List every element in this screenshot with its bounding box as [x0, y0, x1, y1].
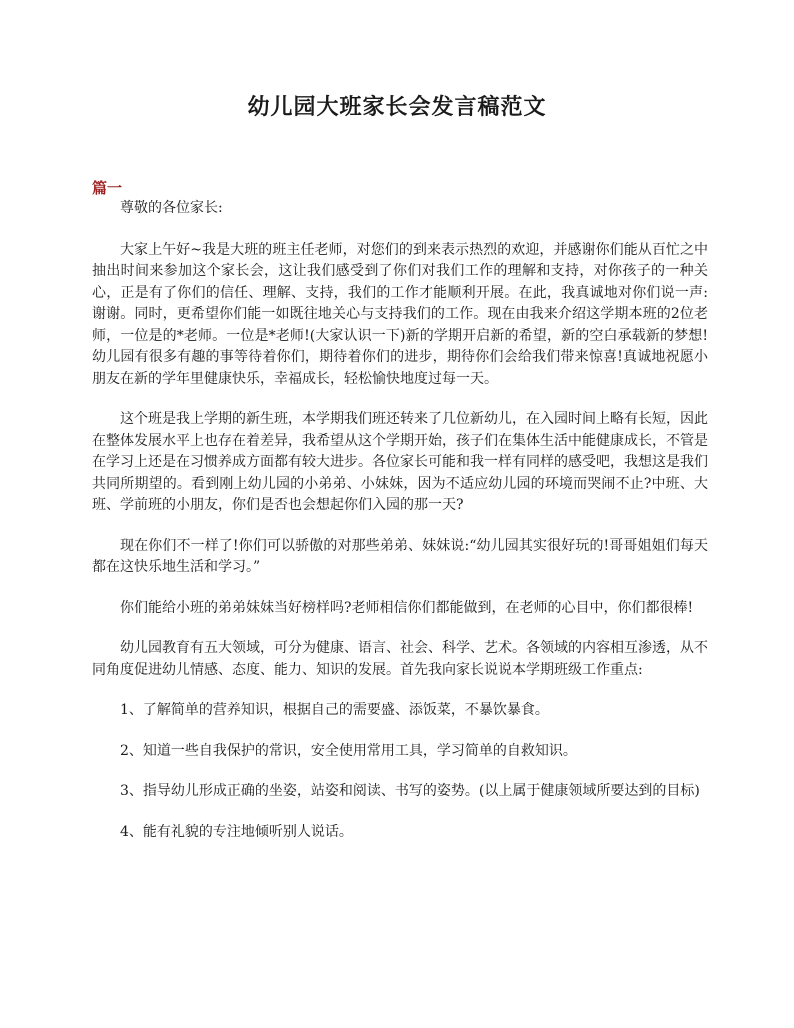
paragraph-class-intro: 这个班是我上学期的新生班，本学期我们班还转来了几位新幼儿，在入园时间上略有长短，因此在整体发展水平上也存在着差异，我希望从这个学期开始，孩子们在集体生活中能健康成长，不管是在学习上还是在习惯养成方面都有较大进步。各位家长可能和我一样有同样的感受吧，我想这是我们共同所期望的。看到刚上幼儿园的小弟弟、小妹妹，因为不适应幼儿园的环境而哭闹不止?中班、大班、学前班的小朋友，你们是否也会想起你们入园的那一天?	[92, 411, 708, 513]
greeting-paragraph: 尊敬的各位家长:	[120, 200, 223, 216]
list-item-1: 1、了解简单的营养知识，根据自己的需要盛、添饭菜，不暴饮暴食。	[120, 702, 549, 718]
document-body	[92, 198, 708, 862]
section-heading: 篇一	[92, 179, 123, 197]
list-item-3: 3、指导幼儿形成正确的坐姿，站姿和阅读、书写的姿势。(以上属于健康领域所要达到的目标)	[120, 783, 700, 799]
list-item-4: 4、能有礼貌的专注地倾听别人说话。	[120, 823, 353, 840]
paragraph-welcome: 大家上午好~我是大班的班主任老师，对您们的到来表示热烈的欢迎，并感谢你们能从百忙之中抽出时间来参加这个家长会，这让我们感受到了你们对我们工作的理解和支持，对你孩子的一种关心，正是有了你们的信任、理解、支持，我们的工作才能顺利开展。在此，我真诚地对你们说一声:谢谢。同时，更希望你们能一如既往地关心与支持我们的工作。现在由我来介绍这学期本班的2位老师，一位是的*老师。一位是*老师!(大家认识一下)新的学期开启新的希望，新的空白承载新的梦想!幼儿园有很多有趣的事等待着你们，期待着你们的进步，期待你们会给我们带来惊喜!真诚地祝愿小朋友在新的学年里健康快乐，幸福成长，轻松愉快地度过每一天。	[92, 241, 708, 387]
list-item-2: 2、知道一些自我保护的常识，安全使用常用工具，学习简单的自救知识。	[120, 742, 577, 759]
paragraph-now-different: 现在你们不一样了!你们可以骄傲的对那些弟弟、妹妹说:“幼儿园其实很好玩的!哥哥姐姐们每天都在这快乐地生活和学习。”	[92, 537, 708, 575]
document-title: 幼儿园大班家长会发言稿范文	[247, 94, 547, 120]
paragraph-role-model: 你们能给小班的弟弟妹妹当好榜样吗?老师相信你们都能做到，在老师的心目中，你们都很棒!	[120, 599, 694, 616]
paragraph-five-domains: 幼儿园教育有五大领域，可分为健康、语言、社会、科学、艺术。各领域的内容相互渗透，从不同角度促进幼儿情感、态度、能力、知识的发展。首先我向家长说说本学期班级工作重点:	[92, 640, 708, 678]
